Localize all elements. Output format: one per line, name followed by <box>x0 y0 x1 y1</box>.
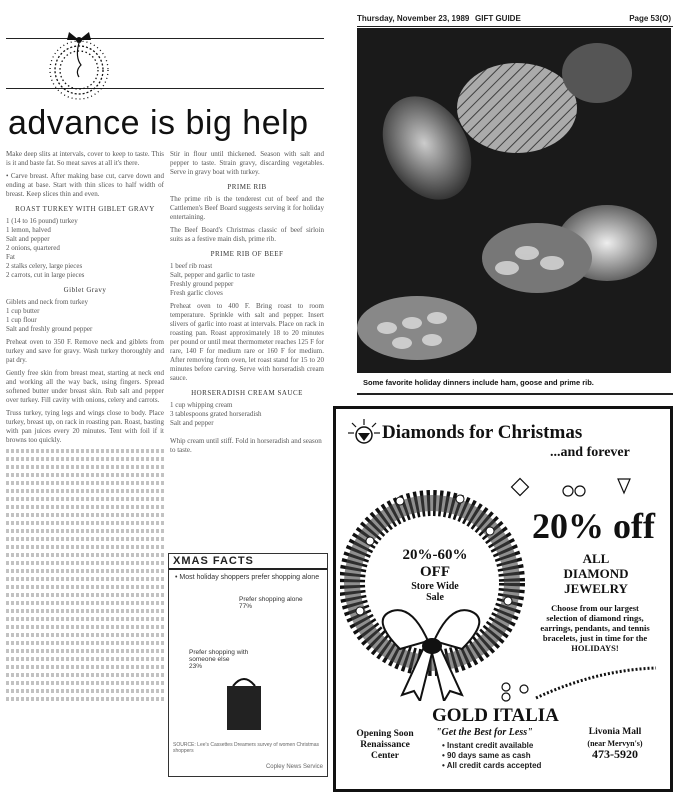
sale-word: Sale <box>426 592 444 603</box>
gold-italia-ad <box>333 406 673 792</box>
shopping-bag-icon <box>219 672 269 732</box>
article-headline: advance is big help <box>8 104 309 142</box>
ingredient-list: 1 beef rib roast Salt, pepper and garlic to taste Freshly ground pepper Fresh garlic cloves <box>170 262 255 297</box>
paragraph: • Carve breast. After making base cut, carve down and ending at base. Start with thin slices to half width of breast. Keep slices thin and even. <box>6 172 164 198</box>
selection-description: Choose from our largest selection of diamond rings, earrings, pendants, and tennis bracelets, just in time for the HOLIDAYS! <box>540 603 650 653</box>
paragraph: 1 cup whipping cream 3 tablespoons grated horseradish Salt and pepper Whip cream until stiff. Fold in horseradish and season to taste. <box>170 401 322 454</box>
article-column-1 <box>6 150 164 790</box>
section-separator <box>357 393 673 395</box>
holiday-dinner-photo <box>357 28 671 373</box>
paragraph: The Beef Board's Christmas classic of beef sirloin suits as a festive main dish, prime rib. <box>170 226 324 243</box>
opening-location: Opening Soon Renaissance Center <box>356 729 414 761</box>
fact-box-source: SOURCE: Lee's Cassettes Dreamers survey of women Christmas shoppers <box>173 742 319 754</box>
store-benefits <box>442 741 541 771</box>
sale-range: 20%-60% <box>402 547 468 563</box>
benefit-90-days: • 90 days same as cash <box>442 751 531 760</box>
article-column-2 <box>170 150 324 548</box>
label-shop-with-someone: Prefer shopping with someone else 23% <box>189 649 249 670</box>
recipe-title: PRIME RIB OF BEEF <box>210 250 284 258</box>
sale-store-wide: Store Wide <box>411 581 459 592</box>
sparkling-diamond-icon <box>344 417 384 449</box>
recipe-title: Giblet Gravy <box>63 286 107 294</box>
paragraph: Preheat oven to 350 F. Remove neck and giblets from turkey and save for gravy. Wash turkey thoroughly and pat dry. <box>6 338 164 364</box>
header-page-number: Page 53(O) <box>629 14 671 23</box>
recipe-title: ROAST TURKEY WITH GIBLET GRAVY <box>15 205 155 213</box>
page-header <box>357 12 673 27</box>
recipe-title: HORSERADISH CREAM SAUCE <box>191 389 303 397</box>
paragraph: The prime rib is the tenderest cut of beef and the Cattlemen's Beef Board suggests serving it for holiday entertaining. <box>170 195 324 221</box>
header-section: GIFT GUIDE <box>475 14 521 23</box>
header-date: Thursday, November 23, 1989 <box>357 14 470 23</box>
paragraph: Make deep slits at intervals, cover to keep to taste. This is it and baste fat. So meat saves at all it's there. <box>6 150 164 167</box>
paragraph: Preheat oven to 400 F. Bring roast to room temperature. Sprinkle with salt and pepper. Insert slivers of garlic into roast at intervals. Place on rack in roasting pan. Roast approximately 18 to 20 minutes per pound or until meat thermometer reaches 125 F for rare, 140 F for medium rare or 160 F for medium. After removing from oven, let roast stand for 15 to 20 minutes before carving. Serve with horseradish cream sauce. <box>170 302 324 382</box>
mall-location: Livonia Mall (near Mervyn's) 473-5920 <box>570 727 660 760</box>
all-diamond-jewelry: ALL DIAMOND JEWELRY <box>563 551 629 596</box>
paragraph: Truss turkey, tying legs and wings close to body. Place turkey, breast up, on rack in roasting pan. Roast, basting with pan juices every 20 minutes. Tent with foil if it browns too quickly. <box>6 409 164 444</box>
benefit-credit: • Instant credit available <box>442 741 534 750</box>
paragraph: Stir in flour until thickened. Season with salt and pepper to taste. Strain gravy, discarding vegetables. Serve in gravy boat with turkey. <box>170 150 324 176</box>
paragraph: Gently free skin from breast meat, starting at neck end and working all the way back, using fingers. Spread softened butter under breast skin. Rub salt and pepper over turkey. Fill cavity with onions, celery and carrots. <box>6 369 164 404</box>
discount-headline: 20% off <box>532 506 655 546</box>
fact-box-credit: Copley News Service <box>265 764 323 770</box>
ingredient-list: Giblets and neck from turkey 1 cup butter 1 cup flour Salt and freshly ground pepper <box>6 298 93 333</box>
benefit-cards: • All credit cards accepted <box>442 761 542 770</box>
photo-caption: Some favorite holiday dinners include ham, goose and prime rib. <box>363 378 594 387</box>
sale-off: OFF <box>420 564 450 580</box>
ad-subheadline: ...and forever <box>550 445 630 460</box>
wreath-icon <box>36 26 122 104</box>
fact-box-title: XMAS FACTS <box>169 554 327 570</box>
recipe-title: PRIME RIB <box>227 183 267 191</box>
fact-box <box>168 553 328 777</box>
tennis-bracelet-icon <box>532 664 660 704</box>
brand-tagline: "Get the Best for Less" <box>436 727 533 738</box>
fact-box-question: • Most holiday shoppers prefer shopping alone <box>175 574 320 581</box>
sale-badge <box>378 547 492 603</box>
ad-headline: Diamonds for Christmas <box>382 422 583 443</box>
earring-icon <box>496 677 536 707</box>
ingredient-list: 1 (14 to 16 pound) turkey 1 lemon, halved Salt and pepper 2 onions, quartered Fat 2 stalks celery, large pieces 2 carrots, cut in large pieces <box>6 217 85 279</box>
phone-number: 473-5920 <box>592 747 638 761</box>
label-shop-alone: Prefer shopping alone 77% <box>239 596 303 610</box>
brand-name: GOLD ITALIA <box>432 705 559 726</box>
